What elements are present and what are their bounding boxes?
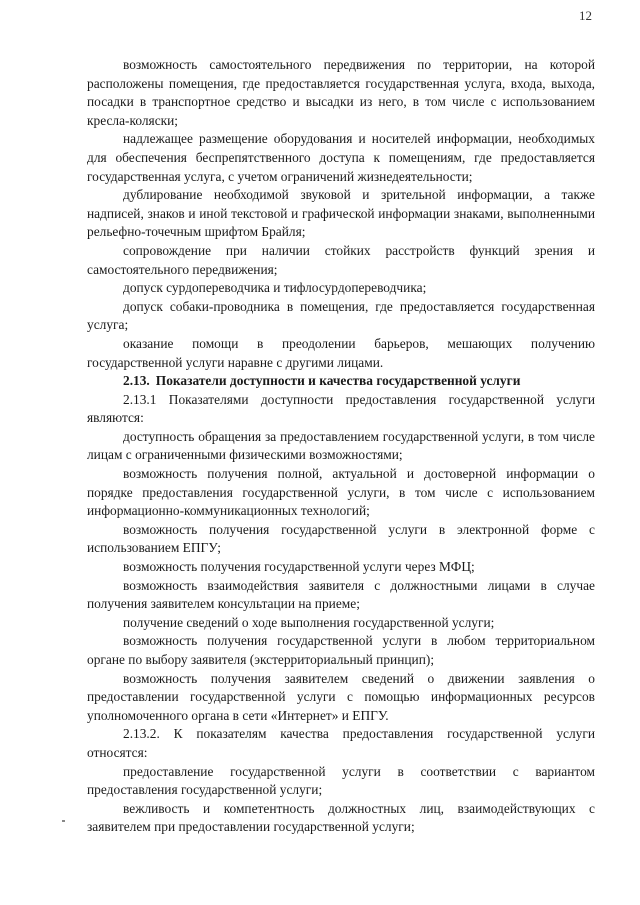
paragraph-full-information: возможность получения полной, актуальной и достоверной информации о порядке предоставления государственной услуги, в том числе с использованием информационно-коммуникационных технологий; <box>87 466 595 519</box>
paragraph-guide-dog: допуск собаки-проводника в помещения, где предоставляется государственная услуга; <box>87 298 595 333</box>
paragraph-mobility: возможность самостоятельного передвижения по территории, на которой расположены помещения, где предоставляется государственная услуга, входа, выхода, посадки в транспортное средство и высадки из него, в том числе с использованием кресла-коляски; <box>87 57 595 128</box>
paragraph-accompaniment: сопровождение при наличии стойких расстройств функций зрения и самостоятельного передвижения; <box>87 242 595 277</box>
margin-mark <box>62 820 65 822</box>
paragraph-access-availability: доступность обращения за предоставлением государственной услуги, в том числе лицам с ограниченными физическими возможностями; <box>87 428 595 463</box>
paragraph-application-tracking: возможность получения заявителем сведений о движении заявления о предоставлении государственной услуги с помощью информационных ресурсов уполномоченного органа в сети «Интернет» и ЕПГУ. <box>87 670 595 723</box>
section-number: 2.13. <box>123 373 150 389</box>
paragraph-2-13-2: 2.13.2. К показателям качества предоставления государственной услуги относятся: <box>87 726 595 760</box>
paragraph-variant-compliance: предоставление государственной услуги в соответствии с вариантом предоставления государственной услуги; <box>87 763 595 798</box>
paragraph-2-13-1: 2.13.1 Показателями доступности предоставления государственной услуги являются: <box>87 391 595 426</box>
paragraph-sign-interpreter: допуск сурдопереводчика и тифлосурдопереводчика; <box>123 280 427 296</box>
page-number: 12 <box>579 8 592 23</box>
paragraph-progress-info: получение сведений о ходе выполнения государственной услуги; <box>123 614 495 630</box>
paragraph-electronic-form: возможность получения государственной услуги в электронной форме с использованием ЕПГУ; <box>87 521 595 556</box>
paragraph-braille-duplication: дублирование необходимой звуковой и зрительной информации, а также надписей, знаков и иной текстовой и графической информации знаками, выполненными рельефно-точечным шрифтом Брайля; <box>87 187 595 240</box>
document-body <box>87 56 595 837</box>
paragraph-mfc: возможность получения государственной услуги через МФЦ; <box>123 559 475 575</box>
paragraph-barrier-assistance: оказание помощи в преодолении барьеров, мешающих получению государственной услуги наравне с другими лицами. <box>87 335 595 370</box>
paragraph-official-interaction: возможность взаимодействия заявителя с должностными лицами в случае получения заявителем консультации на приеме; <box>87 577 595 612</box>
paragraph-politeness: вежливость и компетентность должностных лиц, взаимодействующих с заявителем при предоставлении государственной услуги; <box>87 800 595 835</box>
paragraph-extraterritorial: возможность получения государственной услуги в любом территориальном органе по выбору заявителя (экстерриториальный принцип); <box>87 633 595 667</box>
paragraph-equipment-placement: надлежащее размещение оборудования и носителей информации, необходимых для обеспечения беспрепятственного доступа к помещениям, где предоставляется государственная услуга, с учетом ограничений жизнедеятельности; <box>87 131 595 184</box>
section-title: Показатели доступности и качества государственной услуги <box>155 373 521 389</box>
section-heading <box>87 372 595 391</box>
